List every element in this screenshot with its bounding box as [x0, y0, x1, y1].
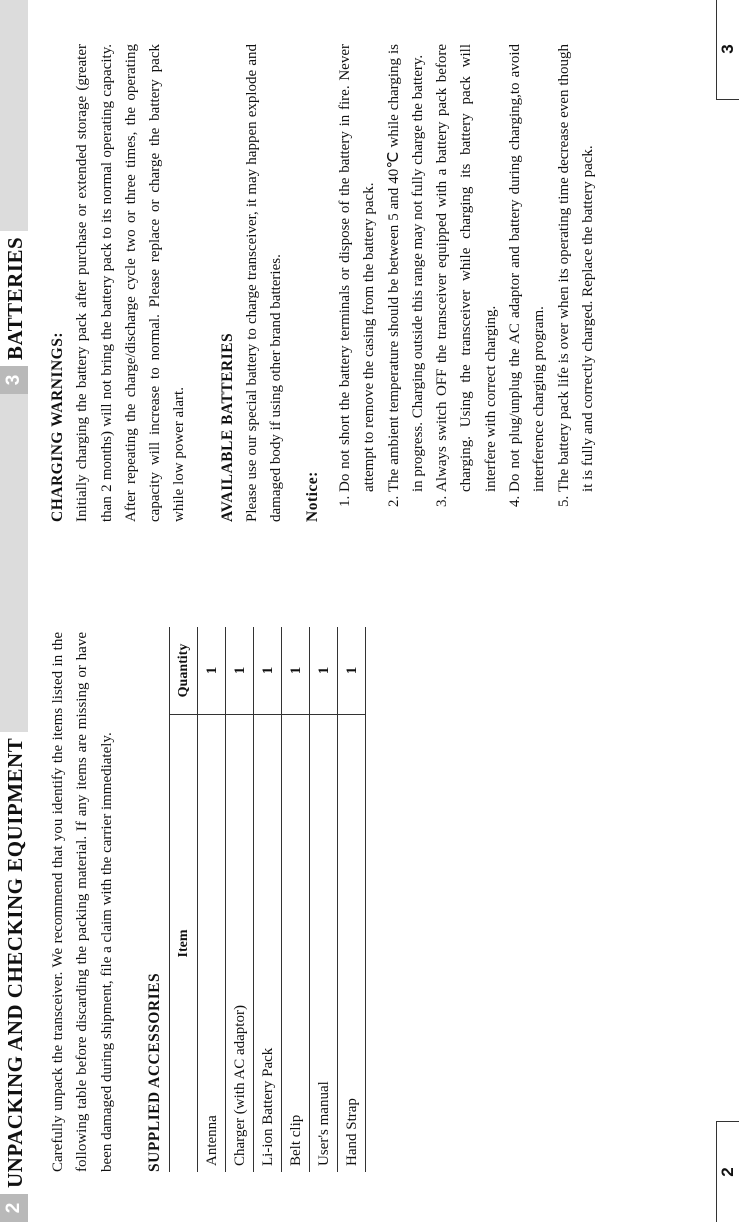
section-number-3: 3 — [0, 366, 28, 394]
table-cell-quantity: 1 — [282, 627, 310, 715]
table-cell-quantity: 1 — [198, 627, 226, 715]
page-number-left — [716, 1121, 739, 1222]
available-batteries-text: Please use our special battery to charge transceiver, it may happen explode and damaged body if using other brand batteries. — [244, 44, 285, 522]
page-number-right-text: 3 — [718, 44, 737, 54]
page-number-right — [716, 0, 739, 100]
table-row — [198, 627, 226, 1172]
section-number-2: 2 — [0, 1194, 28, 1222]
intro-paragraph: Carefully unpack the transceiver. We recommend that you identify the items listed in the following table before discarding the packing material. If any items are missing or have been damaged during shipment, file a claim with the carrier immediately. — [50, 632, 115, 1172]
table-row — [226, 627, 254, 1172]
table-header-item: Item — [170, 715, 198, 1173]
left-page-content — [46, 632, 366, 1172]
notice-item: 2. The ambient temperature should be between 5 and 40℃ while charging is in progress. Charging outside this range may not fully charge the battery. — [382, 44, 431, 492]
accessories-heading: SUPPLIED ACCESSORIES — [145, 972, 163, 1172]
available-batteries-heading: AVAILABLE BATTERIES — [218, 332, 236, 522]
notice-item: 4. Do not plug/unplug the AC adaptor and battery during charging,to avoid interference charging program. — [503, 44, 552, 492]
table-cell-quantity: 1 — [226, 627, 254, 715]
table-cell-item: Belt clip — [282, 715, 310, 1173]
table-cell-item: User's manual — [310, 715, 338, 1173]
notice-item: 1. Do not short the battery terminals or dispose of the battery in fire. Never attempt to remove the casing from the battery pack. — [333, 44, 382, 492]
table-header-row — [170, 627, 198, 1172]
notice-heading: Notice: — [303, 471, 321, 522]
notice-item: 5. The battery pack life is over when its operating time decrease even though it is fully and correctly charged. Replace the battery pack. — [552, 44, 601, 492]
table-cell-quantity: 1 — [338, 627, 366, 715]
page-number-left-text: 2 — [718, 1167, 737, 1177]
section-title-batteries: BATTERIES — [0, 231, 28, 366]
notice-list — [333, 44, 600, 522]
table-cell-item: Charger (with AC adaptor) — [226, 715, 254, 1173]
right-page-content — [46, 44, 600, 522]
charging-warnings-heading: CHARGING WARNINGS: — [49, 332, 66, 522]
table-cell-item: Li-ion Battery Pack — [254, 715, 282, 1173]
table-row — [254, 627, 282, 1172]
table-cell-quantity: 1 — [310, 627, 338, 715]
table-cell-item: Antenna — [198, 715, 226, 1173]
section-title-unpacking: UNPACKING AND CHECKING EQUIPMENT — [0, 732, 28, 1194]
notice-item: 3. Always switch OFF the transceiver equipped with a battery pack before charging. Using the transceiver while charging its battery pack will interfere with correct charging. — [430, 44, 503, 492]
table-row — [310, 627, 338, 1172]
table-row — [338, 627, 366, 1172]
table-row — [282, 627, 310, 1172]
charging-warnings-text: Initially charging the battery pack after purchase or extended storage (greater than 2 months) will not bring the battery pack to its normal operating capacity. After repeating the charge/discharge cycle two or three times, the operating capacity will increase to normal. Please replace or charge the battery pack while low power alart. — [74, 44, 188, 522]
accessories-table — [169, 627, 366, 1172]
table-cell-item: Hand Strap — [338, 715, 366, 1173]
table-cell-quantity: 1 — [254, 627, 282, 715]
table-header-quantity: Quantity — [170, 627, 198, 715]
